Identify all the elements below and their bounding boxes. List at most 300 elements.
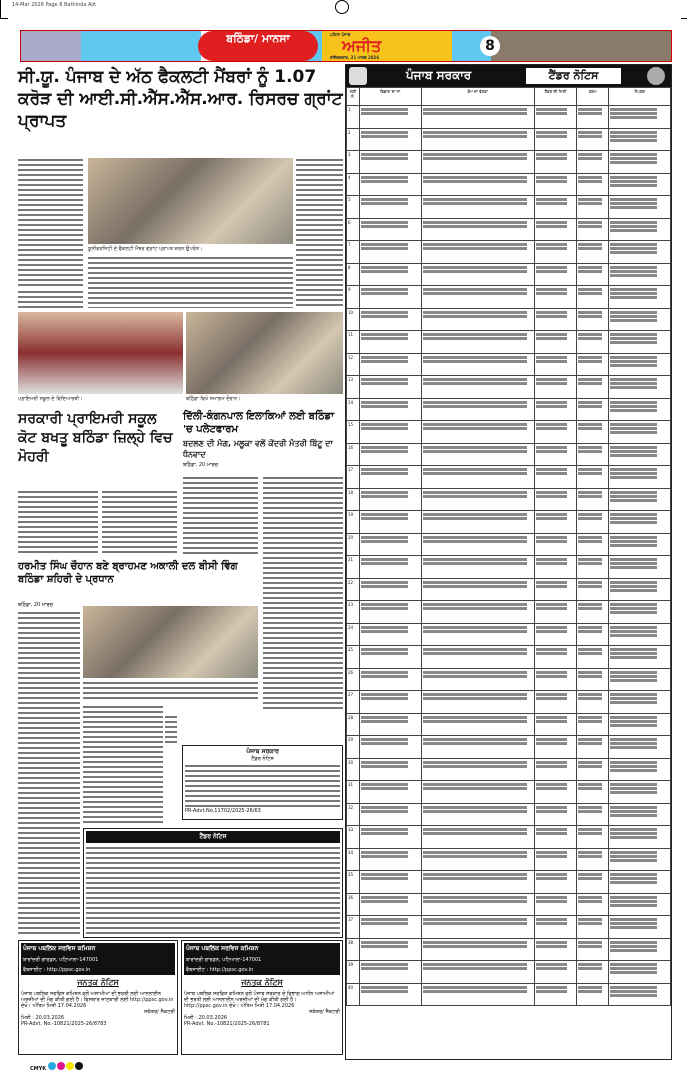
row-number: 36	[347, 893, 360, 916]
table-cell	[577, 331, 609, 354]
table-cell	[577, 398, 609, 421]
table-cell	[534, 443, 576, 466]
table-cell	[577, 713, 609, 736]
table-cell	[359, 758, 421, 781]
ppsc-notice-1	[18, 940, 178, 1055]
table-cell	[359, 331, 421, 354]
harmeet-dateline: ਬਠਿੰਡਾ, 20 ਮਾਰਚ	[18, 602, 54, 608]
table-row	[347, 151, 671, 174]
table-cell	[359, 578, 421, 601]
table-cell	[609, 601, 671, 624]
table-cell	[534, 713, 576, 736]
table-cell	[421, 781, 534, 804]
table-cell	[534, 173, 576, 196]
table-row	[347, 196, 671, 219]
tender-govt: ਪੰਜਾਬ ਸਰਕਾਰ	[406, 68, 472, 82]
table-cell	[421, 353, 534, 376]
print-slug: 14-Mar 2026 Page 8 Bathinda Ajit	[12, 2, 97, 8]
table-cell	[421, 758, 534, 781]
table-cell	[534, 916, 576, 939]
table-cell	[577, 578, 609, 601]
public-notice-subtitle: ਟੈਂਡਰ ਨੋਟਿਸ	[251, 756, 274, 762]
table-cell	[609, 376, 671, 399]
table-cell	[534, 353, 576, 376]
table-cell	[534, 376, 576, 399]
table-cell	[609, 938, 671, 961]
row-number: 7	[347, 241, 360, 264]
table-cell	[359, 533, 421, 556]
row-number: 24	[347, 623, 360, 646]
table-row	[347, 488, 671, 511]
table-cell	[609, 443, 671, 466]
table-cell	[609, 781, 671, 804]
table-row	[347, 803, 671, 826]
table-cell	[577, 263, 609, 286]
row-number: 29	[347, 736, 360, 759]
table-cell	[421, 196, 534, 219]
row-number: 3	[347, 151, 360, 174]
table-cell	[577, 218, 609, 241]
table-cell	[359, 151, 421, 174]
logo-tag: ਪਹਿਲਾ ਪੰਜਾਬ	[330, 32, 351, 37]
row-number: 19	[347, 511, 360, 534]
harmeet-photo	[83, 606, 258, 678]
tender-notice	[345, 64, 672, 1060]
table-cell	[577, 556, 609, 579]
harmeet-body-col2	[83, 705, 163, 825]
table-row	[347, 938, 671, 961]
table-cell	[359, 893, 421, 916]
row-number: 27	[347, 691, 360, 714]
table-cell	[421, 241, 534, 264]
ppsc-website-link[interactable]: ਵੈਬਸਾਈਟ : http://ppsc.gov.in	[21, 965, 175, 975]
table-cell	[359, 286, 421, 309]
row-number: 17	[347, 466, 360, 489]
row-number: 39	[347, 961, 360, 984]
row-number: 4	[347, 173, 360, 196]
notice-body: ਪੰਜਾਬ ਪਬਲਿਕ ਸਰਵਿਸ ਕਮਿਸ਼ਨ ਵਲੋਂ ਪੰਜਾਬ ਸਰਕਾਰ ਦੇ ਵਿਭਾਗ ਅਧੀਨ ਅਸਾਮੀਆਂ ਦੀ ਭਰਤੀ ਲਈ ਆਨਲਾਈਨ ਅਰਜ਼ੀਆਂ ਦੀ ਮੰਗ ਕੀਤੀ ਗਈ ਹੈ। http://ppsc.gov.in ਦੇਖੋ। ਅੰਤਿਮ ਮਿਤੀ 17.04.2026	[184, 991, 335, 1009]
table-cell	[359, 196, 421, 219]
table-cell	[609, 983, 671, 1006]
row-number: 26	[347, 668, 360, 691]
table-cell	[359, 511, 421, 534]
public-notice	[182, 745, 343, 820]
table-cell	[421, 691, 534, 714]
table-cell	[609, 241, 671, 264]
table-row	[347, 961, 671, 984]
table-cell	[577, 601, 609, 624]
table-cell	[534, 758, 576, 781]
table-cell	[609, 826, 671, 849]
table-cell	[577, 106, 609, 129]
table-cell	[534, 848, 576, 871]
harmeet-headline: ਹਰਮੀਤ ਸਿੰਘ ਚੌਹਾਨ ਬਣੇ ਬ੍ਰਾਹਮਣ ਅਕਾਲੀ ਦਲ ਬੀਸੀ ਵਿੰਗ ਬਠਿੰਡਾ ਸ਼ਹਿਰੀ ਦੇ ਪ੍ਰਧਾਨ	[18, 561, 238, 585]
table-cell	[577, 241, 609, 264]
table-cell	[421, 983, 534, 1006]
table-cell	[609, 421, 671, 444]
table-row	[347, 713, 671, 736]
row-number: 8	[347, 263, 360, 286]
table-cell	[577, 533, 609, 556]
row-number: 1	[347, 106, 360, 129]
issue-date: ਸ਼ਨਿੱਚਰਵਾਰ, 21 ਮਾਰਚ 2026	[330, 55, 380, 60]
lead-body-bottom	[88, 256, 293, 308]
row-number: 10	[347, 308, 360, 331]
table-cell	[534, 308, 576, 331]
table-cell	[421, 106, 534, 129]
table-cell	[421, 961, 534, 984]
table-cell	[359, 128, 421, 151]
table-cell	[421, 803, 534, 826]
row-number: 30	[347, 758, 360, 781]
table-cell	[577, 511, 609, 534]
table-cell	[534, 466, 576, 489]
row-number: 20	[347, 533, 360, 556]
table-cell	[359, 826, 421, 849]
ppsc-website-link[interactable]: ਵੈਬਸਾਈਟ : http://ppsc.gov.in	[184, 965, 340, 975]
school-headline: ਸਰਕਾਰੀ ਪ੍ਰਾਇਮਰੀ ਸਕੂਲ ਕੋਟ ਬਖਤੂ ਬਠਿੰਡਾ ਜ਼ਿਲ੍ਹੇ ਵਿਚ ਮੋਹਰੀ	[18, 411, 173, 465]
ppsc-notice-2	[181, 940, 343, 1055]
table-cell	[609, 691, 671, 714]
table-row	[347, 736, 671, 759]
table-cell	[609, 398, 671, 421]
table-cell	[577, 443, 609, 466]
row-number: 34	[347, 848, 360, 871]
table-cell	[534, 556, 576, 579]
public-notice-body	[185, 764, 340, 808]
table-cell	[421, 443, 534, 466]
table-cell	[359, 106, 421, 129]
table-row	[347, 916, 671, 939]
table-cell	[421, 128, 534, 151]
row-number: 13	[347, 376, 360, 399]
tender-title: ਟੈਂਡਰ ਨੋਟਿਸ	[526, 68, 621, 84]
row-number: 31	[347, 781, 360, 804]
table-cell	[609, 151, 671, 174]
table-row	[347, 646, 671, 669]
crop-mark	[0, 0, 1, 18]
table-row	[347, 691, 671, 714]
table-cell	[421, 151, 534, 174]
lead-photo	[88, 158, 293, 244]
table-row	[347, 893, 671, 916]
table-cell	[534, 286, 576, 309]
table-cell	[577, 893, 609, 916]
table-cell	[359, 781, 421, 804]
table-cell	[577, 173, 609, 196]
table-cell	[534, 826, 576, 849]
table-cell	[609, 263, 671, 286]
table-cell	[577, 691, 609, 714]
harmeet-caption-text	[83, 681, 258, 701]
table-cell	[359, 736, 421, 759]
ppsc-org: ਪੰਜਾਬ ਪਬਲਿਕ ਸਰਵਿਸ ਕਮਿਸ਼ਨ	[21, 943, 175, 955]
table-cell	[534, 106, 576, 129]
event-photo-caption: ਬਠਿੰਡਾ ਵਿਖੇ ਸਮਾਗਮ ਦੌਰਾਨ।	[186, 396, 241, 402]
table-cell	[421, 173, 534, 196]
table-cell	[534, 241, 576, 264]
table-row	[347, 286, 671, 309]
table-cell	[359, 421, 421, 444]
table-cell	[609, 646, 671, 669]
table-row	[347, 758, 671, 781]
row-number: 40	[347, 983, 360, 1006]
table-cell	[534, 128, 576, 151]
row-number: 6	[347, 218, 360, 241]
column-header: ਲੜੀ ਨੰ.	[347, 88, 360, 106]
table-cell	[609, 556, 671, 579]
table-cell	[577, 961, 609, 984]
table-cell	[609, 106, 671, 129]
table-cell	[359, 376, 421, 399]
table-cell	[609, 196, 671, 219]
row-number: 11	[347, 331, 360, 354]
table-cell	[534, 871, 576, 894]
table-row	[347, 668, 671, 691]
table-row	[347, 848, 671, 871]
row-number: 22	[347, 578, 360, 601]
table-row	[347, 106, 671, 129]
registration-mark-icon	[335, 0, 349, 14]
table-cell	[359, 466, 421, 489]
lead-body-col4	[296, 158, 343, 308]
notice-sign: ਸਕੱਤਰ/ ਸੈਕਟਰੀ	[309, 1009, 340, 1015]
table-row	[347, 443, 671, 466]
table-cell	[609, 578, 671, 601]
table-cell	[359, 623, 421, 646]
table-cell	[534, 151, 576, 174]
table-cell	[421, 556, 534, 579]
lead-photo-caption: ਯੂਨੀਵਰਸਿਟੀ ਦੇ ਫੈਕਲਟੀ ਮੈਂਬਰ ਗ੍ਰਾਂਟ ਪ੍ਰਾਪਤ ਕਰਨ ਉਪਰੰਤ।	[88, 246, 203, 252]
tender-notice-small	[83, 828, 343, 938]
table-row	[347, 601, 671, 624]
harmeet-body-col1	[18, 611, 80, 937]
table-cell	[359, 263, 421, 286]
row-number: 37	[347, 916, 360, 939]
school-body-col1	[18, 490, 98, 555]
table-cell	[421, 848, 534, 871]
table-cell	[421, 286, 534, 309]
public-notice-title: ਪੰਜਾਬ ਸਰਕਾਰ	[246, 748, 279, 755]
table-cell	[577, 286, 609, 309]
tender-small-body	[86, 846, 340, 934]
page-number: 8	[480, 36, 500, 56]
table-cell	[534, 736, 576, 759]
table-cell	[421, 736, 534, 759]
notice-title: ਜਨਤਕ ਨੋਟਿਸ	[77, 978, 119, 987]
table-row	[347, 578, 671, 601]
table-cell	[359, 601, 421, 624]
column-header: ਰਕਮ	[577, 88, 609, 106]
notice-ref: PR-Advt. No.-10821/2025-26/8783	[21, 1021, 107, 1027]
table-cell	[534, 196, 576, 219]
table-cell	[359, 668, 421, 691]
table-cell	[609, 893, 671, 916]
table-cell	[421, 893, 534, 916]
notice-ref: PR-Advt. No.-10821/2025-26/8781	[184, 1021, 270, 1027]
table-row	[347, 623, 671, 646]
table-cell	[577, 308, 609, 331]
table-cell	[359, 961, 421, 984]
section-label: ਬਠਿੰਡਾ/ ਮਾਨਸਾ	[198, 31, 318, 61]
railway-dateline: ਬਠਿੰਡਾ, 20 ਮਾਰਚ	[183, 462, 219, 468]
table-cell	[577, 826, 609, 849]
school-body-col2	[102, 490, 177, 555]
table-cell	[609, 173, 671, 196]
table-cell	[609, 623, 671, 646]
tender-table	[346, 87, 671, 1006]
table-row	[347, 556, 671, 579]
harmeet-body-col3	[165, 715, 177, 743]
table-row	[347, 871, 671, 894]
table-cell	[577, 848, 609, 871]
row-number: 33	[347, 826, 360, 849]
table-cell	[577, 781, 609, 804]
table-cell	[359, 398, 421, 421]
public-notice-ref: PR-Advt.No.11702/2025-26/63	[185, 808, 261, 814]
table-cell	[609, 533, 671, 556]
table-cell	[577, 488, 609, 511]
table-cell	[359, 353, 421, 376]
table-cell	[421, 916, 534, 939]
table-cell	[359, 938, 421, 961]
table-cell	[609, 916, 671, 939]
table-cell	[359, 713, 421, 736]
table-cell	[421, 308, 534, 331]
table-cell	[577, 353, 609, 376]
table-row	[347, 826, 671, 849]
ppsc-org: ਪੰਜਾਬ ਪਬਲਿਕ ਸਰਵਿਸ ਕਮਿਸ਼ਨ	[184, 943, 340, 955]
table-cell	[534, 668, 576, 691]
table-cell	[359, 983, 421, 1006]
table-cell	[421, 826, 534, 849]
table-cell	[577, 736, 609, 759]
table-row	[347, 263, 671, 286]
table-cell	[609, 511, 671, 534]
table-row	[347, 218, 671, 241]
table-cell	[577, 803, 609, 826]
table-cell	[577, 668, 609, 691]
notice-date: ਮਿਤੀ : 20.03.2026	[184, 1015, 228, 1021]
railway-headline: ਦਿੱਲੀ-ਕੰਗਨਪਾਲ ਇਲਾਕਿਆਂ ਲਈ ਬਠਿੰਡਾ 'ਚ ਪਲੇਟਫਾਰਮ	[183, 411, 334, 435]
cmyk-label: CMYK	[30, 1066, 47, 1072]
table-cell	[534, 421, 576, 444]
table-cell	[577, 938, 609, 961]
table-cell	[421, 331, 534, 354]
row-number: 5	[347, 196, 360, 219]
table-row	[347, 466, 671, 489]
table-cell	[609, 713, 671, 736]
table-cell	[609, 803, 671, 826]
table-cell	[421, 421, 534, 444]
table-cell	[421, 601, 534, 624]
table-cell	[359, 173, 421, 196]
table-row	[347, 983, 671, 1006]
table-cell	[534, 623, 576, 646]
table-cell	[577, 646, 609, 669]
crop-mark	[681, 18, 687, 19]
table-cell	[609, 736, 671, 759]
school-photo-caption: ਪ੍ਰਾਇਮਰੀ ਸਕੂਲ ਦੇ ਵਿਦਿਆਰਥੀ।	[18, 396, 83, 402]
table-cell	[577, 196, 609, 219]
table-cell	[421, 623, 534, 646]
table-cell	[359, 241, 421, 264]
table-row	[347, 781, 671, 804]
table-cell	[609, 331, 671, 354]
row-number: 2	[347, 128, 360, 151]
table-cell	[609, 466, 671, 489]
table-cell	[421, 398, 534, 421]
table-cell	[421, 376, 534, 399]
table-cell	[577, 376, 609, 399]
row-number: 16	[347, 443, 360, 466]
table-cell	[534, 781, 576, 804]
lead-body-col1b	[18, 290, 83, 308]
table-cell	[609, 668, 671, 691]
table-cell	[534, 938, 576, 961]
table-cell	[421, 488, 534, 511]
table-cell	[534, 511, 576, 534]
table-cell	[609, 128, 671, 151]
table-cell	[359, 803, 421, 826]
ppsc-address: ਬਾਰਾਂਦਰੀ ਗਾਰਡਨ, ਪਟਿਆਲਾ-147001	[184, 955, 340, 965]
table-cell	[359, 556, 421, 579]
table-cell	[534, 983, 576, 1006]
column-header: ਵਿਭਾਗ ਦਾ ਨਾਂ	[359, 88, 421, 106]
railway-story-head	[183, 410, 343, 469]
row-number: 23	[347, 601, 360, 624]
table-row	[347, 173, 671, 196]
column-header: ਟੈਂਡਰ ਦੀ ਮਿਤੀ	[534, 88, 576, 106]
table-cell	[577, 128, 609, 151]
table-row	[347, 308, 671, 331]
table-cell	[421, 533, 534, 556]
table-row	[347, 353, 671, 376]
table-cell	[577, 983, 609, 1006]
tender-small-header: ਟੈਂਡਰ ਨੋਟਿਸ	[86, 831, 340, 843]
row-number: 32	[347, 803, 360, 826]
lead-body-col1	[18, 158, 83, 288]
color-bar	[30, 1062, 84, 1072]
table-cell	[609, 961, 671, 984]
row-number: 18	[347, 488, 360, 511]
table-cell	[534, 803, 576, 826]
railway-body-col2	[263, 476, 343, 712]
crop-mark	[0, 18, 8, 19]
table-cell	[421, 938, 534, 961]
table-cell	[421, 263, 534, 286]
newspaper-logo	[322, 31, 452, 61]
column-header: ਸੰਪਰਕ	[609, 88, 671, 106]
table-cell	[359, 691, 421, 714]
row-number: 25	[347, 646, 360, 669]
table-cell	[577, 623, 609, 646]
notice-body: ਪੰਜਾਬ ਪਬਲਿਕ ਸਰਵਿਸ ਕਮਿਸ਼ਨ ਵਲੋਂ ਅਸਾਮੀਆਂ ਦੀ ਭਰਤੀ ਲਈ ਆਨਲਾਈਨ ਅਰਜ਼ੀਆਂ ਦੀ ਮੰਗ ਕੀਤੀ ਗਈ ਹੈ। ਵਿਸਥਾਰ ਜਾਣਕਾਰੀ ਲਈ http://ppsc.gov.in ਦੇਖੋ। ਅੰਤਿਮ ਮਿਤੀ 17.04.2026	[21, 991, 174, 1009]
row-number: 9	[347, 286, 360, 309]
table-cell	[359, 871, 421, 894]
table-cell	[609, 871, 671, 894]
table-cell	[609, 286, 671, 309]
table-cell	[359, 443, 421, 466]
table-cell	[421, 466, 534, 489]
table-row	[347, 421, 671, 444]
table-cell	[534, 601, 576, 624]
row-number: 21	[347, 556, 360, 579]
table-cell	[421, 578, 534, 601]
table-row	[347, 128, 671, 151]
table-cell	[534, 398, 576, 421]
table-cell	[577, 758, 609, 781]
